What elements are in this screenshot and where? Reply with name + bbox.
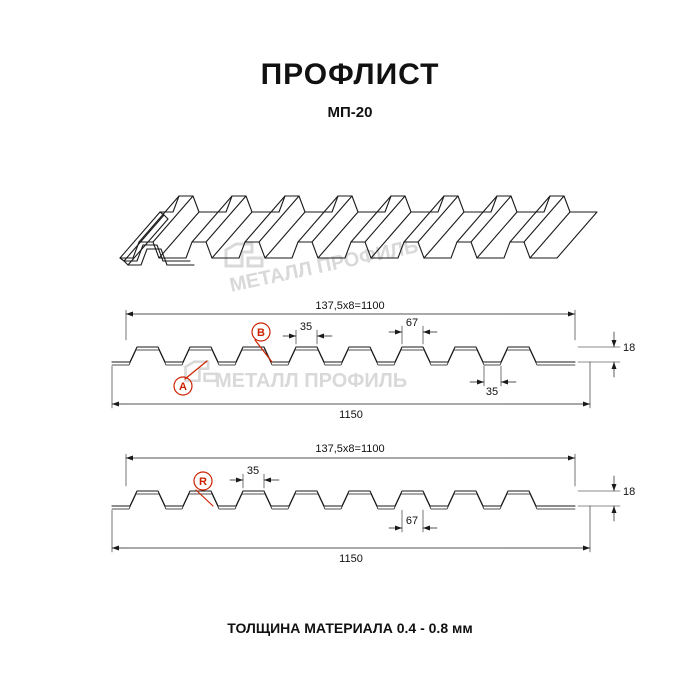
page-subtitle: МП-20	[327, 104, 373, 121]
watermark-text-bottom: МЕТАЛЛ ПРОФИЛЬ	[215, 370, 408, 392]
dim-bottom-overall-width: 1150	[339, 553, 363, 565]
dim-top-height: 18	[623, 342, 636, 354]
dim-top-working-width: 137,5х8=1100	[315, 300, 385, 312]
marker-label-r: R	[199, 476, 207, 488]
dim-bottom-rib-top: 35	[246, 465, 260, 477]
dim-top-rib-valley: 67	[405, 317, 419, 329]
dim-top-rib-top: 35	[299, 321, 313, 333]
dim-top-rib-bottom: 35	[485, 386, 499, 398]
dim-top-overall-width: 1150	[339, 409, 363, 421]
material-thickness-note: ТОЛЩИНА МАТЕРИАЛА 0.4 - 0.8 мм	[227, 620, 473, 636]
dim-bottom-rib-valley: 67	[405, 515, 419, 527]
watermark-text-top: МЕТАЛЛ ПРОФИЛЬ	[227, 235, 421, 297]
marker-label-a: A	[179, 381, 187, 393]
page-title: ПРОФЛИСТ	[260, 58, 440, 91]
dim-bottom-height: 18	[623, 486, 636, 498]
marker-label-b: B	[257, 327, 265, 339]
dim-bottom-working-width: 137,5х8=1100	[315, 443, 385, 455]
